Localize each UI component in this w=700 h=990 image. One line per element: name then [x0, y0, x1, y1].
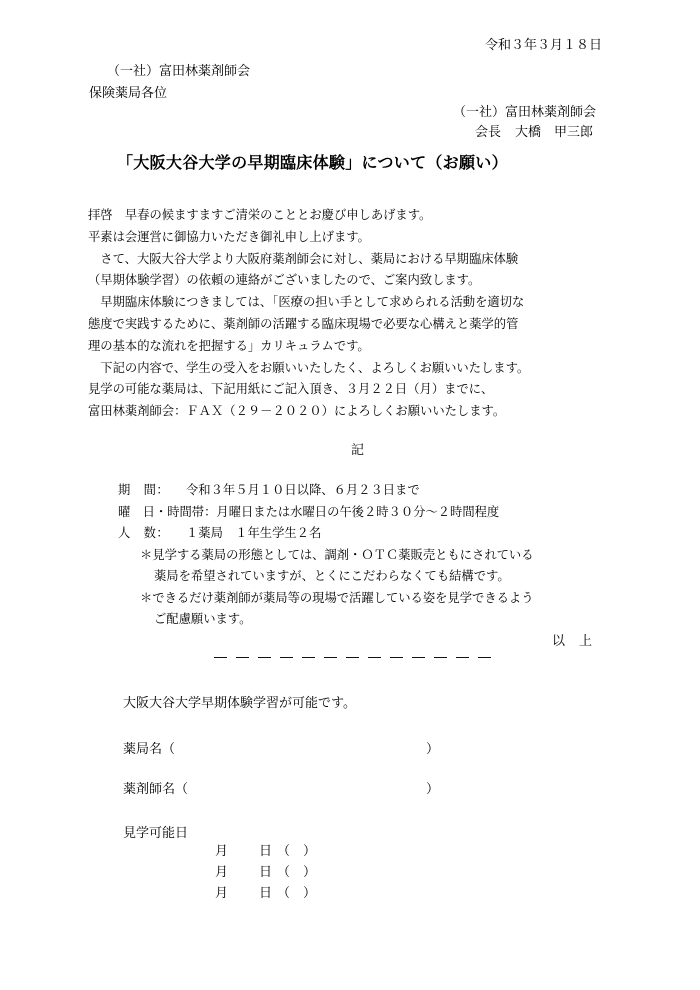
- visit-date-row: [215, 882, 316, 901]
- pharmacist-name-close-paren: ）: [426, 782, 440, 797]
- weekday-close-paren: ）: [303, 865, 317, 880]
- day-label: 日: [259, 886, 273, 901]
- ijou-closing: [552, 630, 592, 649]
- sender-person: 大橋 甲三郎: [515, 125, 594, 140]
- body-line: さて、大阪大谷大学より大阪府薬剤師会に対し、薬局における早期臨床体験: [88, 251, 519, 266]
- body-line: 態度で実践するために、薬剤師の活躍する臨床現場で必要な心構えと薬学的管: [88, 316, 519, 331]
- weekday-open-paren: （: [277, 844, 291, 859]
- letter-body: [88, 205, 618, 423]
- sender-org: （一社）富田林薬剤師会: [453, 105, 597, 120]
- people-row: [118, 523, 534, 545]
- period-value: 令和３年５月１０日以降、６月２３日まで: [186, 483, 420, 497]
- visit-date-row: [215, 840, 316, 859]
- recipient-line-1: （一社）富田林薬剤師会: [107, 64, 251, 79]
- body-line: （早期体験学習）の依頼の連絡がございましたので、ご案内致します。: [88, 273, 481, 288]
- document-date: 令和３年３月１８日: [484, 38, 602, 53]
- body-line: 見学の可能な薬局は、下記用紙にご記入頂き、３月２２日（月）までに、: [88, 382, 494, 397]
- pharmacist-name-label: 薬剤師名（: [123, 782, 189, 797]
- body-line: 平素は会運営に御協力いただき御礼申し上げます。: [88, 229, 370, 244]
- document-title: 「大阪大谷大学の早期臨床体験」について（お願い）: [117, 153, 508, 172]
- weekday-open-paren: （: [277, 865, 291, 880]
- time-row: [118, 502, 534, 524]
- ijou-char-1: 以: [552, 634, 566, 649]
- visit-date-label: 見学可能日: [123, 826, 189, 841]
- sender-title: 会長: [475, 125, 502, 140]
- time-value: 月曜日または水曜日の午後２時３０分～２時間程度: [216, 504, 500, 519]
- people-key: 人 数：: [118, 526, 170, 540]
- day-label: 日: [259, 865, 273, 880]
- pharmacy-name-close-paren: ）: [426, 742, 440, 757]
- form-intro: 大阪大谷大学早期体験学習が可能です。: [123, 696, 356, 711]
- body-line: 下記の内容で、学生の受入をお願いいたしたく、よろしくお願いいたします。: [88, 360, 530, 375]
- people-value: １薬局 １年生学生２名: [186, 526, 322, 540]
- note-1-line-1: ＊見学する薬局の形態としては、調剤・ＯＴＣ薬販売ともにされている: [140, 547, 534, 562]
- weekday-open-paren: （: [277, 886, 291, 901]
- period-key: 期 間：: [118, 483, 170, 497]
- month-label: 月: [215, 865, 229, 880]
- note-1-line-2: 薬局を希望されていますが、とくにこだわらなくても結構です。: [154, 569, 510, 583]
- details-section: [118, 480, 534, 631]
- ijou-char-2: 上: [579, 634, 593, 649]
- recipient-line-2: 保険薬局各位: [89, 86, 168, 101]
- day-label: 日: [259, 844, 273, 859]
- ki-heading: 記: [351, 443, 365, 458]
- note-2-line-1: ＊できるだけ薬剤師が薬局等の現場で活躍している姿を見学できるよう: [140, 590, 534, 605]
- month-label: 月: [215, 844, 229, 859]
- weekday-close-paren: ）: [303, 886, 317, 901]
- body-line: 理の基本的な流れを把握する」カリキュラムです。: [88, 338, 370, 353]
- period-row: [118, 480, 534, 502]
- body-line: 拝啓 早春の候ますますご清栄のこととお慶び申しあげます。: [88, 208, 432, 222]
- sender-name: [475, 121, 607, 140]
- pharmacy-name-label: 薬局名（: [123, 742, 176, 757]
- month-label: 月: [215, 886, 229, 901]
- time-key: 曜 日・時間帯：: [118, 504, 217, 519]
- note-2-line-2: ご配慮願います。: [154, 612, 252, 626]
- body-line: 富田林薬剤師会：ＦＡＸ（２９－２０２０）によろしくお願いいたします。: [88, 404, 506, 419]
- body-line: 早期臨床体験につきましては、「医療の担い手として求められる活動を適切な: [88, 295, 525, 310]
- weekday-close-paren: ）: [303, 844, 317, 859]
- cut-line: ―――――――――――――: [214, 650, 500, 665]
- visit-date-row: [215, 861, 316, 880]
